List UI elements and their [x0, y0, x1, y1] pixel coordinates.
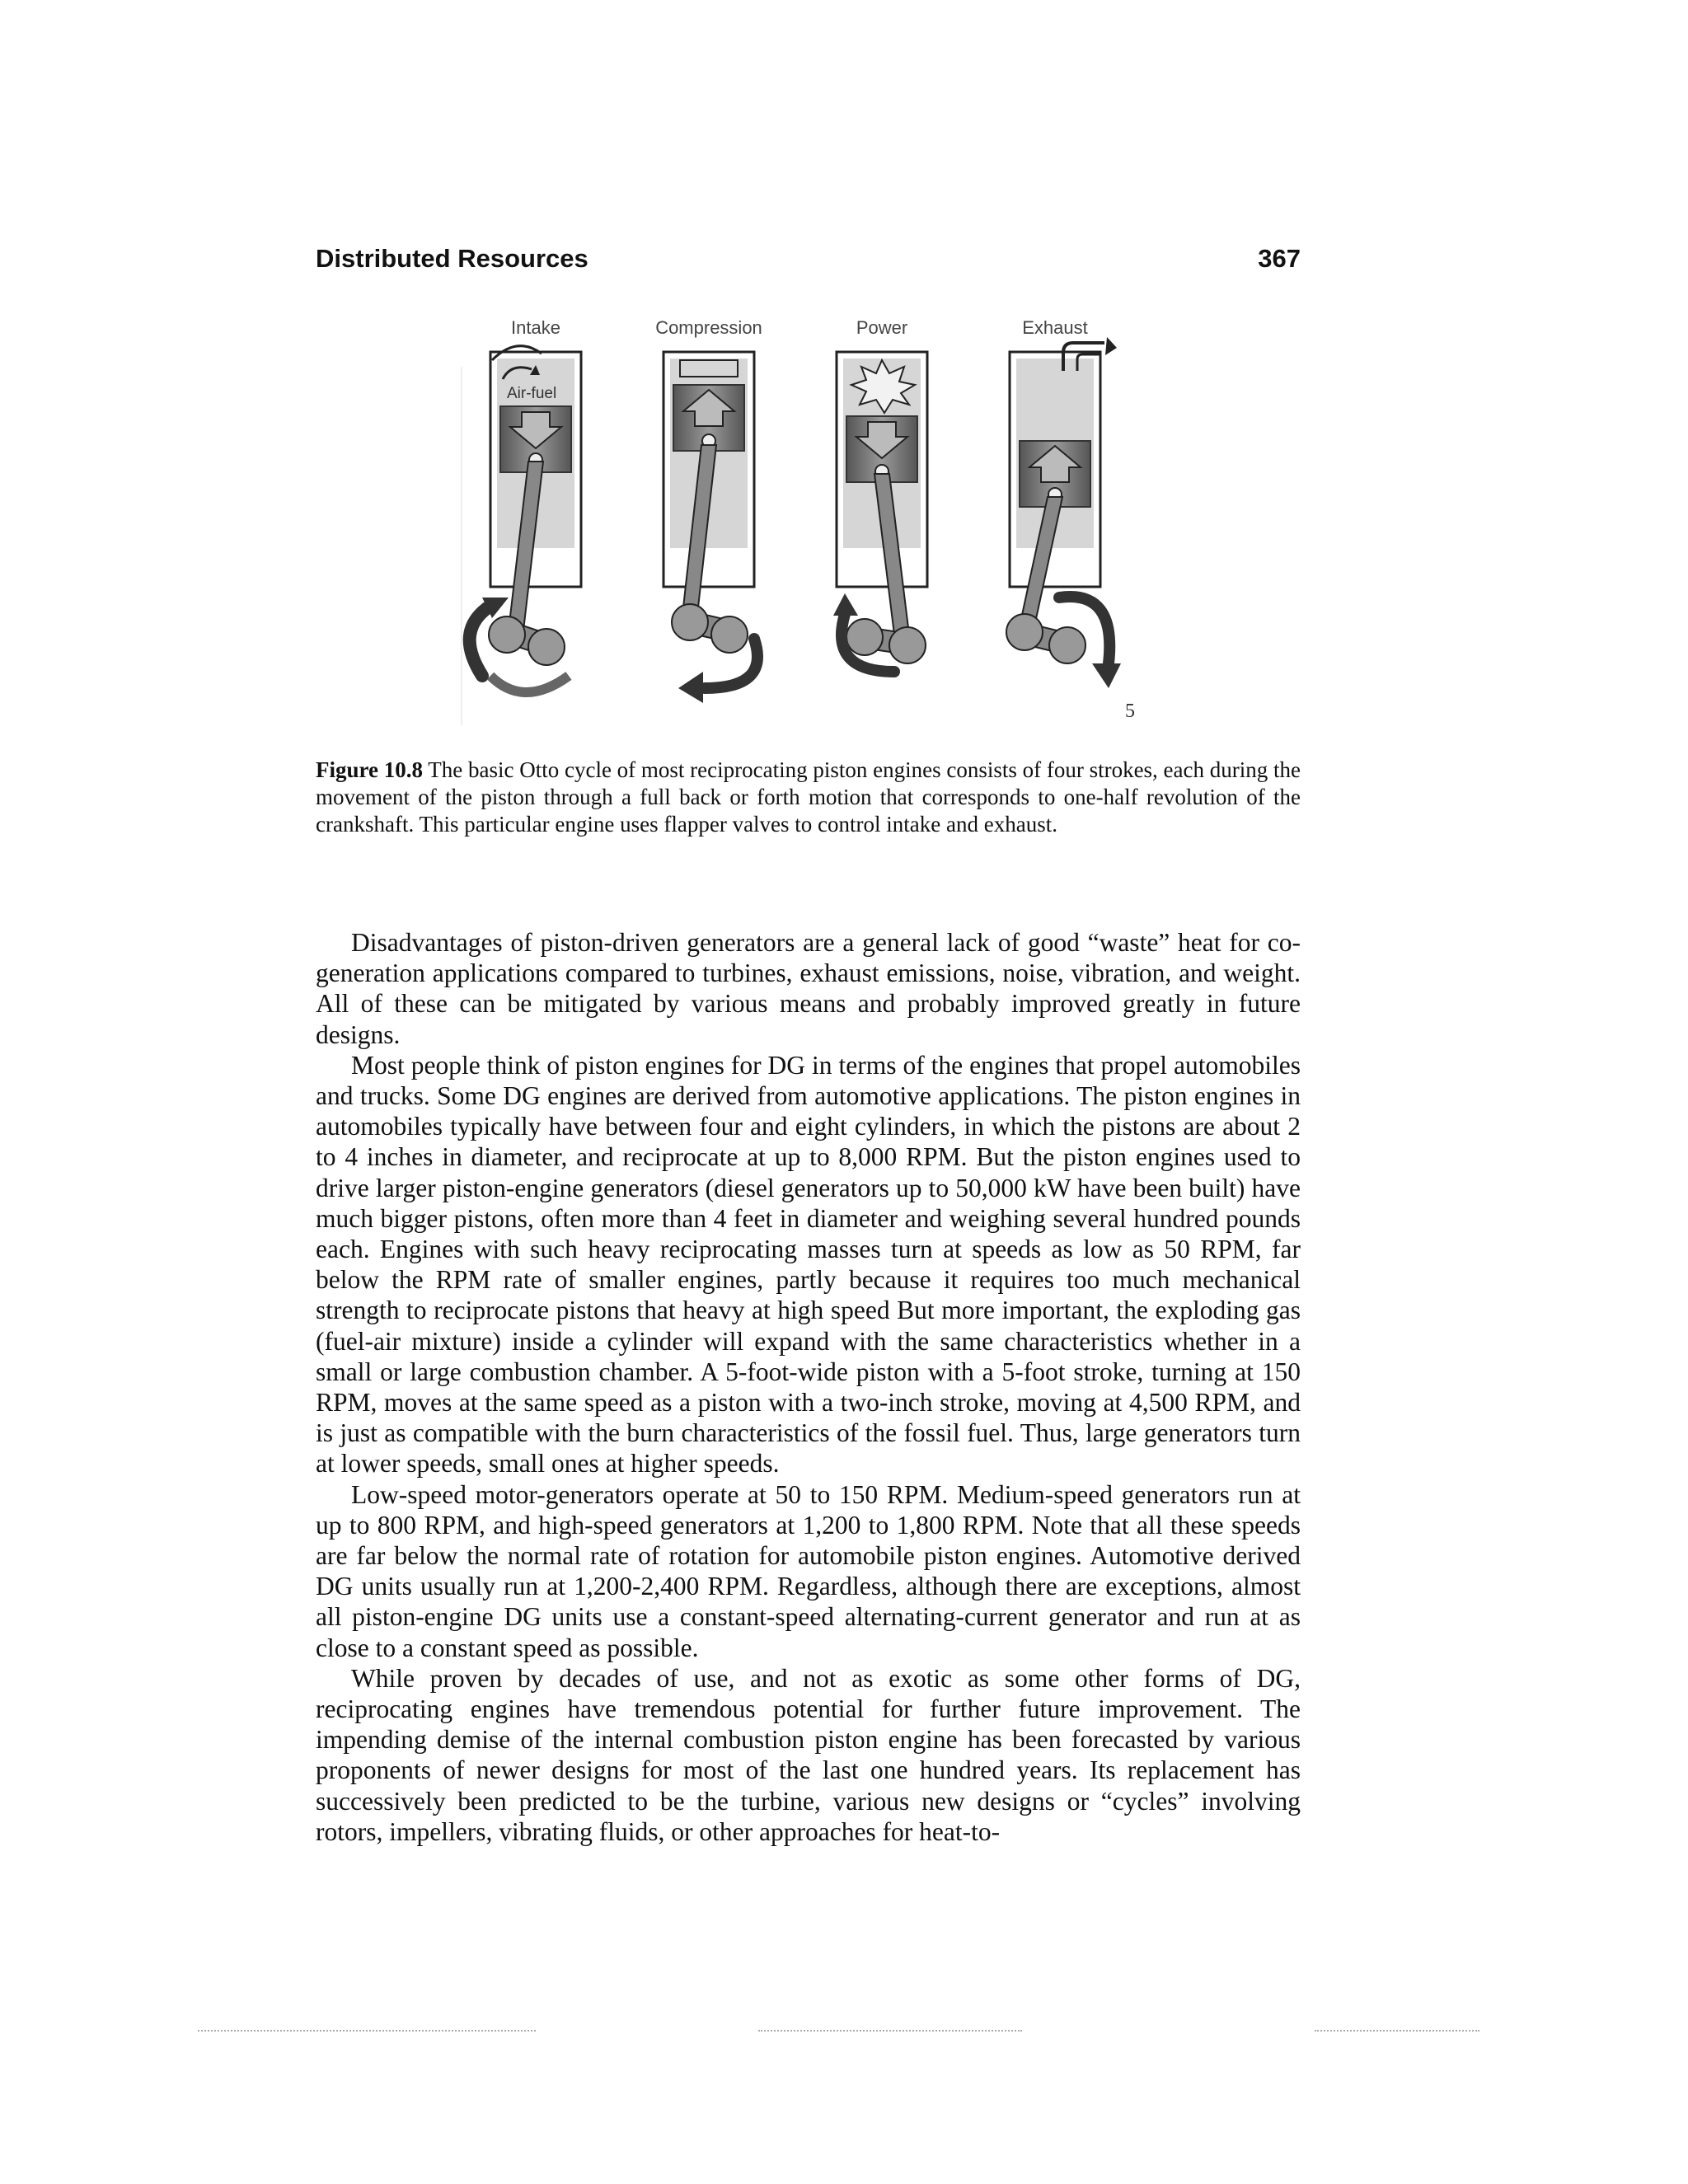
caption-label: Figure 10.8 [316, 757, 423, 782]
scan-artifact-rule [758, 2030, 1022, 2032]
caption-text: The basic Otto cycle of most reciprocating piston engines consists of four strokes, each during the movement of the piston through a full back or forth motion that corresponds to one-half revolution of the crankshaft. This particular engine uses flapper valves to control intake and exhaust. [316, 757, 1301, 837]
otto-cycle-diagram [457, 309, 1166, 729]
running-title: Distributed Resources [316, 244, 588, 273]
stroke-label-power: Power [856, 317, 908, 338]
figure-marker: 5 [1125, 701, 1135, 722]
exhaust-cylinder [1006, 337, 1121, 688]
stroke-label-intake: Intake [511, 317, 560, 338]
paragraph: Disadvantages of piston-driven generators are a general lack of good “waste” heat for co-generation applications compared to turbines, exhaust emissions, noise, vibration, and weight. All of these can be mitigated by various means and probably improved greatly in future designs. [316, 928, 1301, 1049]
body-text [316, 927, 1301, 1847]
scan-artifact-rule [198, 2030, 536, 2032]
paragraph: While proven by decades of use, and not as exotic as some other forms of DG, reciprocating engines have tremendous potential for further future improvement. The impending demise of the internal combustion piston engine has been forecasted by various proponents of newer designs for most of the last one hundred years. Its replacement has successively been predicted to be the turbine, various new designs or “cycles” involving rotors, impellers, vibrating fluids, or other approaches for heat-to- [316, 1663, 1301, 1846]
otto-cycle-figure [457, 309, 1166, 729]
intake-cylinder [470, 346, 581, 692]
compression-cylinder [663, 352, 757, 703]
air-fuel-label: Air-fuel [507, 385, 557, 402]
stroke-label-compression: Compression [655, 317, 762, 338]
scan-artifact-rule [1315, 2030, 1479, 2032]
power-cylinder [833, 352, 927, 672]
page-number: 367 [1258, 244, 1301, 273]
paragraph: Low-speed motor-generators operate at 50 to 150 RPM. Medium-speed generators run at up to 800 RPM, and high-speed generators at 1,200 to 1,800 RPM. Note that all these speeds are far below the normal rate of rotation for automobile piston engines. Automotive derived DG units usually run at 1,200-2,400 RPM. Regardless, although there are exceptions, almost all piston-engine DG units use a constant-speed alternating-current generator and run at as close to a constant speed as possible. [316, 1479, 1301, 1662]
paragraph: Most people think of piston engines for DG in terms of the engines that propel automobiles and trucks. Some DG engines are derived from automotive applications. The piston engines in automobiles typically have between four and eight cylinders, in which the pistons are about 2 to 4 inches in diameter, and reciprocate at up to 8,000 RPM. But the piston engines used to drive larger piston-engine generators (diesel generators up to 50,000 kW have been built) have much bigger pistons, often more than 4 feet in diameter and weighing several hundred pounds each. Engines with such heavy reciprocating masses turn at speeds as low as 50 RPM, far below the RPM rate of smaller engines, partly because it requires too much mechanical strength to reciprocate pistons that heavy at high speed But more important, the exploding gas (fuel-air mixture) inside a cylinder will expand with the same characteristics whether in a small or large combustion chamber. A 5-foot-wide piston with a 5-foot stroke, turning at 150 RPM, moves at the same speed as a piston with a two-inch stroke, moving at 4,500 RPM, and is just as compatible with the burn characteristics of the fossil fuel. Thus, large generators turn at lower speeds, small ones at higher speeds. [316, 1050, 1301, 1479]
running-head [316, 244, 1301, 274]
figure-caption [316, 757, 1301, 838]
stroke-label-exhaust: Exhaust [1022, 317, 1088, 338]
